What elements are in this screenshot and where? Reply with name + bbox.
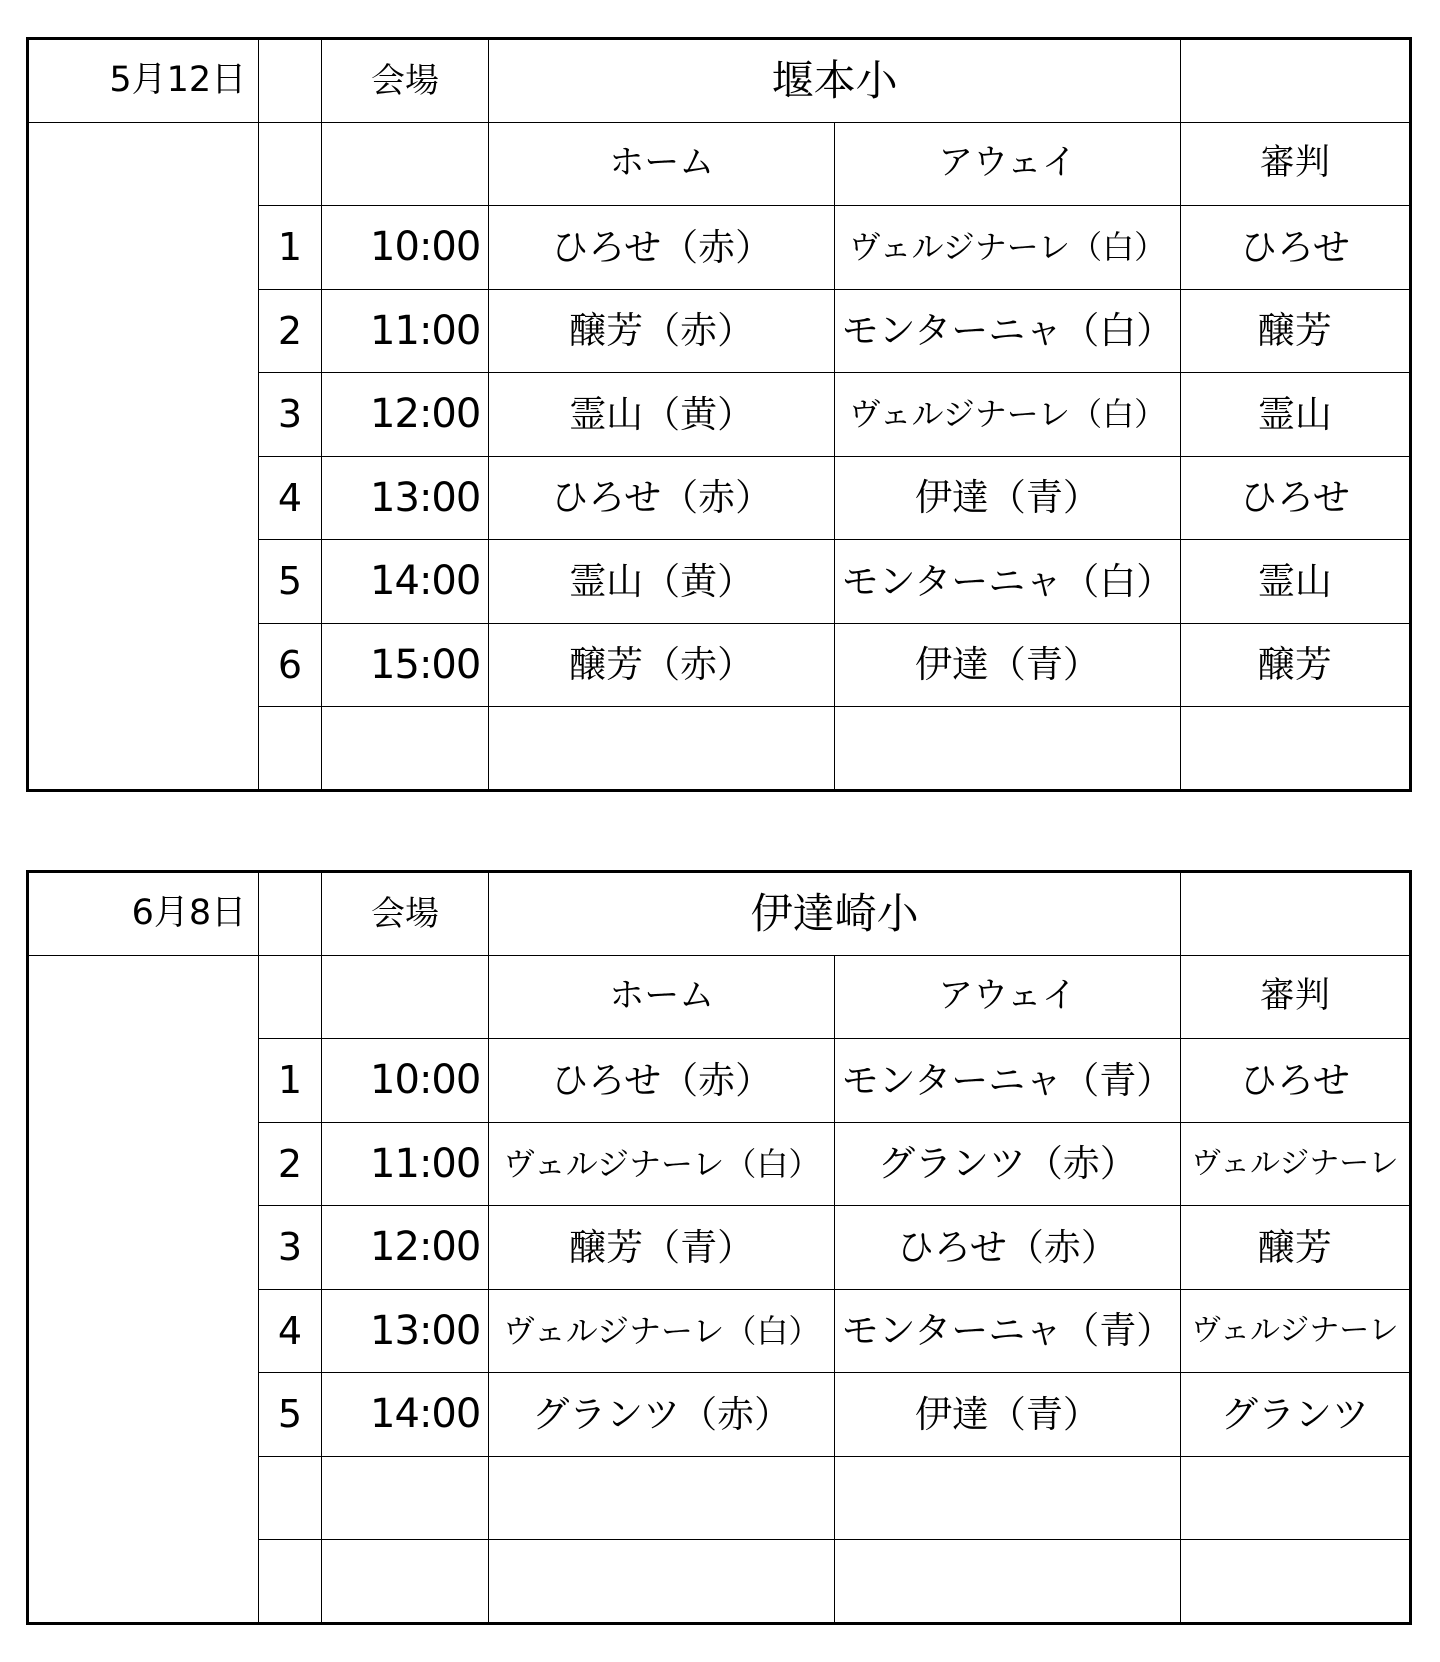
match-time: 10:00 [321,206,489,290]
empty-cell [321,1540,489,1624]
empty-cell [835,707,1181,791]
header-row [28,955,1411,1039]
referee-team: ヴェルジナーレ [1180,1122,1410,1206]
empty-cell [321,1456,489,1540]
empty-cell [1180,872,1410,956]
schedule-table [26,37,1412,792]
referee-team: ヴェルジナーレ [1180,1289,1410,1373]
header-row [28,122,1411,206]
home-team: グランツ（赤） [489,1373,835,1457]
venue-row [28,872,1411,956]
home-team: 醸芳（赤） [489,623,835,707]
column-header-away: アウェイ [835,955,1181,1039]
empty-cell [835,1456,1181,1540]
venue-label: 会場 [321,872,489,956]
home-team: ヴェルジナーレ（白） [489,1289,835,1373]
match-number: 5 [259,540,322,624]
match-number: 3 [259,1206,322,1290]
venue-row [28,39,1411,123]
match-time: 13:00 [321,1289,489,1373]
home-team: 霊山（黄） [489,540,835,624]
match-time: 10:00 [321,1039,489,1123]
match-number: 4 [259,1289,322,1373]
match-number: 6 [259,623,322,707]
empty-cell [259,1540,322,1624]
schedule-table [26,870,1412,1625]
match-time: 15:00 [321,623,489,707]
match-time: 11:00 [321,1122,489,1206]
away-team: モンターニャ（白） [835,540,1181,624]
empty-cell [1180,1456,1410,1540]
empty-cell [259,122,322,206]
schedule-date: 5月12日 [28,39,259,123]
match-number: 2 [259,289,322,373]
empty-cell [321,122,489,206]
referee-team: ひろせ [1180,1039,1410,1123]
match-time: 12:00 [321,1206,489,1290]
referee-team: 霊山 [1180,540,1410,624]
away-team: 伊達（青） [835,456,1181,540]
date-side-cell [28,955,259,1623]
empty-cell [489,1456,835,1540]
home-team: ひろせ（赤） [489,456,835,540]
venue-label: 会場 [321,39,489,123]
home-team: ひろせ（赤） [489,1039,835,1123]
schedule-date: 6月8日 [28,872,259,956]
referee-team: 霊山 [1180,373,1410,457]
date-side-cell [28,122,259,790]
empty-cell [489,707,835,791]
empty-cell [489,1540,835,1624]
away-team: ヴェルジナーレ（白） [835,206,1181,290]
venue-name: 伊達崎小 [489,872,1180,956]
match-number: 3 [259,373,322,457]
empty-cell [259,955,322,1039]
referee-team: ひろせ [1180,206,1410,290]
home-team: 醸芳（赤） [489,289,835,373]
away-team: ひろせ（赤） [835,1206,1181,1290]
away-team: 伊達（青） [835,1373,1181,1457]
empty-cell [835,1540,1181,1624]
match-time: 14:00 [321,1373,489,1457]
referee-team: 醸芳 [1180,289,1410,373]
referee-team: 醸芳 [1180,623,1410,707]
column-header-referee: 審判 [1180,955,1410,1039]
column-header-home: ホーム [489,955,835,1039]
away-team: モンターニャ（青） [835,1039,1181,1123]
empty-cell [259,707,322,791]
away-team: ヴェルジナーレ（白） [835,373,1181,457]
match-number: 1 [259,1039,322,1123]
away-team: モンターニャ（白） [835,289,1181,373]
empty-cell [1180,1540,1410,1624]
column-header-referee: 審判 [1180,122,1410,206]
venue-name: 堰本小 [489,39,1180,123]
away-team: グランツ（赤） [835,1122,1181,1206]
referee-team: ひろせ [1180,456,1410,540]
empty-cell [259,39,322,123]
home-team: ヴェルジナーレ（白） [489,1122,835,1206]
home-team: 醸芳（青） [489,1206,835,1290]
match-number: 4 [259,456,322,540]
referee-team: 醸芳 [1180,1206,1410,1290]
column-header-away: アウェイ [835,122,1181,206]
match-time: 13:00 [321,456,489,540]
match-number: 1 [259,206,322,290]
match-time: 14:00 [321,540,489,624]
match-number: 5 [259,1373,322,1457]
away-team: 伊達（青） [835,623,1181,707]
home-team: 霊山（黄） [489,373,835,457]
empty-cell [1180,707,1410,791]
match-number: 2 [259,1122,322,1206]
empty-cell [321,955,489,1039]
empty-cell [1180,39,1410,123]
match-time: 12:00 [321,373,489,457]
empty-cell [321,707,489,791]
empty-cell [259,1456,322,1540]
empty-cell [259,872,322,956]
away-team: モンターニャ（青） [835,1289,1181,1373]
match-time: 11:00 [321,289,489,373]
column-header-home: ホーム [489,122,835,206]
referee-team: グランツ [1180,1373,1410,1457]
home-team: ひろせ（赤） [489,206,835,290]
